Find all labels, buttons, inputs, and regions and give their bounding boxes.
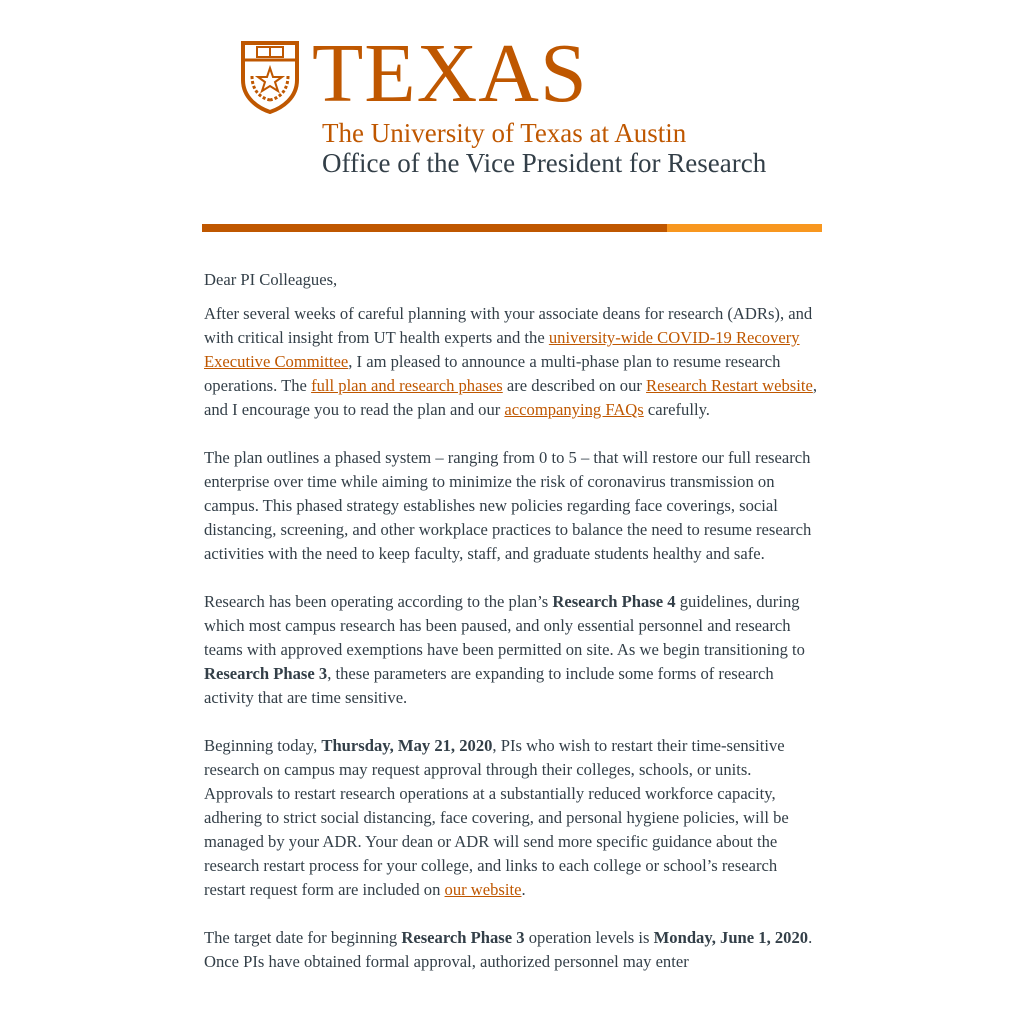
text: Research has been operating according to the plan’s [204, 592, 553, 611]
office-name: Office of the Vice President for Research [322, 148, 767, 178]
text: Beginning today, [204, 736, 322, 755]
text: , PIs who wish to restart their time-sensitive research on campus may request approval through their colleges, schools, or units. Approvals to restart research operations at a substantially reduced workforce capacity, adhering to strict social distancing, face covering, and personal hygiene policies, will be managed by your ADR. Your dean or ADR will send more specific guidance about the research restart process for your college, and links to each college or school’s research restart request form are included on [204, 736, 789, 899]
link[interactable]: Research Restart website [646, 376, 813, 395]
paragraph [204, 446, 822, 566]
text: , and I encourage you to read the plan and our [204, 376, 817, 419]
bold-text: Monday, June 1, 2020 [653, 928, 809, 947]
text: guidelines, during which most campus research has been paused, and only essential personnel and research teams with approved exemptions have been permitted on site. As we begin transitioning to [204, 592, 805, 659]
paragraph [204, 590, 822, 710]
text: operation levels is [524, 928, 654, 947]
text: The plan outlines a phased system – ranging from 0 to 5 – that will restore our full research enterprise over time while aiming to minimize the risk of coronavirus transmission on campus. This phased strategy establishes new policies regarding face coverings, social distancing, screening, and other workplace practices to balance the need to resume research activities with the need to keep faculty, staff, and graduate students healthy and safe. [204, 448, 812, 563]
text: , I am pleased to announce a multi-phase plan to resume research operations. The [204, 352, 781, 395]
logo-wordmark: TEXAS [312, 27, 588, 120]
text: are described on our [502, 376, 647, 395]
paragraph [204, 926, 822, 974]
ut-logo [240, 27, 800, 178]
text: The target date for beginning [204, 928, 402, 947]
text: carefully. [643, 400, 710, 419]
link[interactable]: university-wide COVID-19 Recovery Executive Committee [204, 328, 800, 371]
text: After several weeks of careful planning with your associate deans for research (ADRs), and with critical insight from UT health experts and the [204, 304, 813, 347]
link[interactable]: full plan and research phases [311, 376, 503, 395]
ut-shield-icon [240, 40, 300, 114]
bold-text: Research Phase 3 [204, 664, 328, 683]
bold-text: Research Phase 4 [552, 592, 676, 611]
text: . [521, 880, 526, 899]
greeting: Dear PI Colleagues, [204, 270, 338, 289]
letter-body [204, 268, 822, 998]
paragraph [204, 302, 822, 422]
header-divider [202, 224, 822, 232]
university-name: The University of Texas at Austin [322, 118, 687, 148]
text: , these parameters are expanding to include some forms of research activity that are time sensitive. [204, 664, 774, 707]
text: . Once PIs have obtained formal approval, authorized personnel may enter [204, 928, 813, 971]
paragraph [204, 734, 822, 902]
bold-text: Research Phase 3 [401, 928, 525, 947]
link[interactable]: accompanying FAQs [504, 400, 644, 419]
bold-text: Thursday, May 21, 2020 [321, 736, 493, 755]
link[interactable]: our website [444, 880, 522, 899]
